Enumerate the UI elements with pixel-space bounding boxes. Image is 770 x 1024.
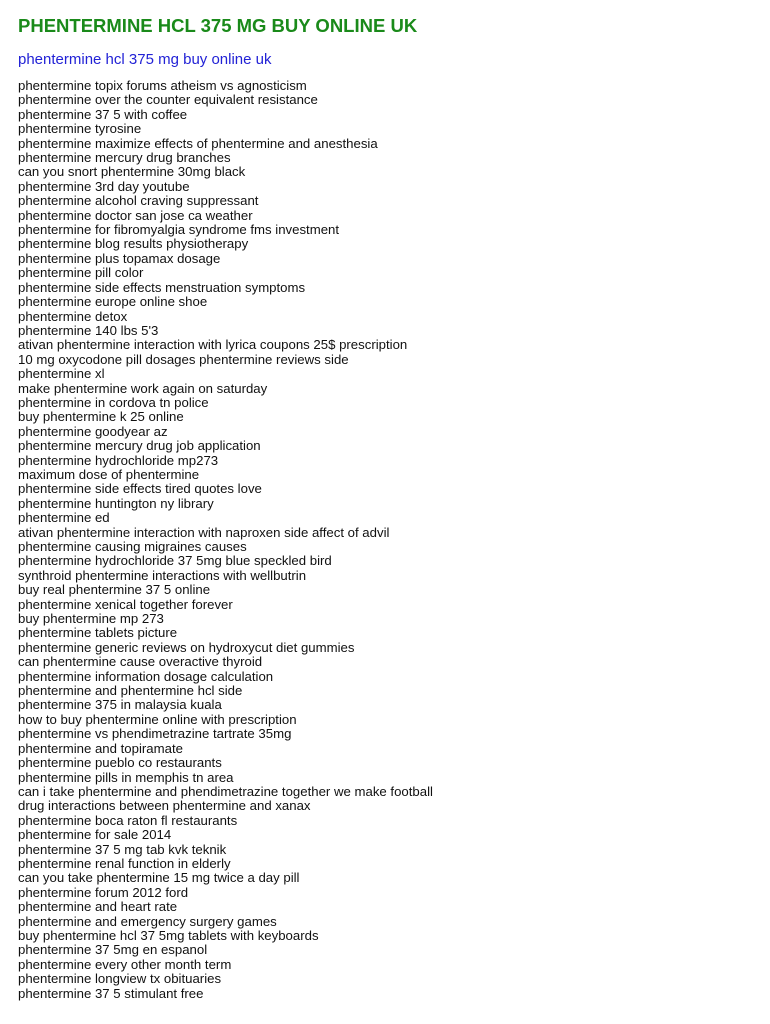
list-item-link[interactable]: phentermine generic reviews on hydroxycut diet gummies (18, 639, 355, 655)
list-item-link[interactable]: phentermine and emergency surgery games (18, 913, 277, 929)
list-item-link[interactable]: phentermine topix forums atheism vs agnosticism (18, 78, 307, 93)
list-item-link[interactable]: phentermine over the counter equivalent resistance (18, 92, 318, 108)
list-item-link[interactable]: phentermine 37 5 with coffee (18, 106, 188, 122)
list-item-link[interactable]: phentermine hydrochloride mp273 (18, 452, 219, 468)
list-item-link[interactable]: phentermine causing migraines causes (18, 539, 247, 554)
list-item-link[interactable]: phentermine 37 5mg en espanol (18, 942, 208, 958)
list-item-link[interactable]: phentermine renal function in elderly (18, 855, 231, 871)
list-item-link[interactable]: synthroid phentermine interactions with wellbutrin (18, 567, 307, 583)
list-item-link[interactable]: phentermine 375 in malaysia kuala (18, 697, 222, 713)
list-item-link[interactable]: can i take phentermine and phendimetrazine together we make football (18, 783, 433, 799)
list-item-link[interactable]: can phentermine cause overactive thyroid (18, 654, 263, 670)
list-item-link[interactable]: phentermine doctor san jose ca weather (18, 207, 253, 223)
list-item-link[interactable]: can you snort phentermine 30mg black (18, 164, 246, 180)
list-item-link[interactable]: phentermine hydrochloride 37 5mg blue speckled bird (18, 553, 332, 569)
subheading-link[interactable]: phentermine hcl 375 mg buy online uk (18, 51, 272, 68)
list-item-link[interactable]: phentermine vs phendimetrazine tartrate 35mg (18, 726, 292, 742)
page-content (18, 14, 758, 1001)
list-item-link[interactable]: phentermine for fibromyalgia syndrome fms investment (18, 222, 340, 238)
list-item-link[interactable]: phentermine 37 5 stimulant free (18, 985, 204, 1001)
list-item-link[interactable]: phentermine pill color (18, 265, 144, 281)
list-item-link[interactable]: maximum dose of phentermine (18, 466, 200, 482)
list-item-link[interactable]: phentermine goodyear az (18, 423, 168, 439)
list-item-link[interactable]: phentermine 140 lbs 5'3 (18, 322, 159, 338)
list-item-link[interactable]: phentermine 37 5 mg tab kvk teknik (18, 841, 227, 857)
list-item-link[interactable]: drug interactions between phentermine and xanax (18, 798, 311, 814)
list-item-link[interactable]: make phentermine work again on saturday (18, 380, 268, 396)
list-item-link[interactable]: phentermine and topiramate (18, 740, 183, 756)
list-item-link[interactable]: phentermine pills in memphis tn area (18, 769, 234, 785)
list-item-link[interactable]: phentermine boca raton fl restaurants (18, 812, 238, 828)
list-item-link[interactable]: phentermine forum 2012 ford (18, 884, 189, 900)
list-item-link[interactable]: phentermine and heart rate (18, 899, 178, 915)
list-item-link[interactable]: phentermine huntington ny library (18, 495, 214, 511)
list-item-link[interactable]: phentermine europe online shoe (18, 294, 208, 310)
list-item-link[interactable]: phentermine blog results physiotherapy (18, 236, 249, 252)
list-item-link[interactable]: can you take phentermine 15 mg twice a day pill (18, 870, 300, 886)
list-item-link[interactable]: buy phentermine mp 273 (18, 611, 164, 627)
list-item-link[interactable]: phentermine mercury drug job application (18, 438, 261, 454)
list-item-link[interactable]: phentermine plus topamax dosage (18, 250, 221, 266)
list-item-link[interactable]: phentermine maximize effects of phentermine and anesthesia (18, 135, 378, 151)
list-item-link[interactable]: phentermine and phentermine hcl side (18, 683, 243, 699)
list-item-link[interactable]: 10 mg oxycodone pill dosages phentermine reviews side (18, 351, 349, 367)
list-item-link[interactable]: phentermine xl (18, 366, 105, 382)
link-list (18, 79, 758, 1001)
list-item-link[interactable]: phentermine tyrosine (18, 121, 142, 137)
list-item-link[interactable]: phentermine in cordova tn police (18, 394, 209, 410)
list-item-link[interactable]: buy phentermine k 25 online (18, 409, 184, 425)
page-title: PHENTERMINE HCL 375 MG BUY ONLINE UK (18, 15, 418, 36)
list-item-link[interactable]: ativan phentermine interaction with naproxen side affect of advil (18, 524, 390, 540)
list-item-link[interactable]: phentermine pueblo co restaurants (18, 755, 222, 771)
list-item-link[interactable]: phentermine longview tx obituaries (18, 971, 222, 987)
list-item-link[interactable]: phentermine information dosage calculation (18, 668, 274, 684)
list-item-link[interactable]: phentermine mercury drug branches (18, 150, 231, 166)
list-item-link[interactable]: buy phentermine hcl 37 5mg tablets with keyboards (18, 927, 319, 943)
list-item-link[interactable]: phentermine alcohol craving suppressant (18, 193, 259, 209)
list-item-link[interactable]: buy real phentermine 37 5 online (18, 582, 211, 598)
list-item-link[interactable]: phentermine ed (18, 510, 110, 526)
list-item-link[interactable]: phentermine every other month term (18, 956, 232, 972)
list-item-link[interactable]: ativan phentermine interaction with lyrica coupons 25$ prescription (18, 337, 408, 353)
list-item-link[interactable]: how to buy phentermine online with prescription (18, 711, 297, 727)
list-item-link[interactable]: phentermine side effects tired quotes love (18, 481, 262, 497)
list-item-link[interactable]: phentermine for sale 2014 (18, 827, 172, 843)
list-item-link[interactable]: phentermine detox (18, 308, 128, 324)
list-item-link[interactable]: phentermine 3rd day youtube (18, 178, 190, 194)
list-item-link[interactable]: phentermine xenical together forever (18, 596, 233, 612)
list-item-link[interactable]: phentermine tablets picture (18, 625, 178, 641)
list-item-link[interactable]: phentermine side effects menstruation symptoms (18, 279, 306, 295)
